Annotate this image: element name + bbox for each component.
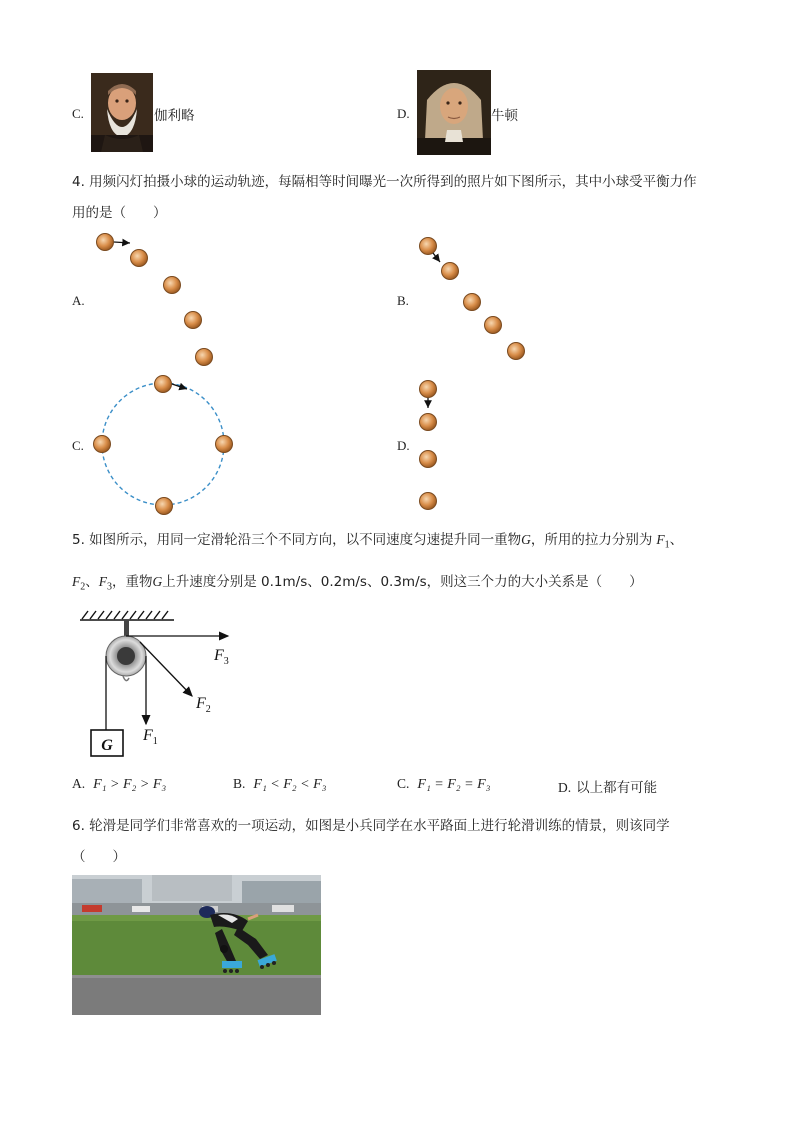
ball: [420, 493, 437, 510]
force-f2-label: $F_2$: [196, 695, 211, 715]
q3-option-d-name: 牛顿: [491, 108, 518, 124]
force-f2-arrow: [140, 642, 192, 696]
ball: [185, 312, 202, 329]
ball: [508, 343, 525, 360]
ball: [155, 376, 172, 393]
q5-option-d: D. 以上都有可能: [558, 780, 658, 796]
ball: [442, 263, 459, 280]
q4-option-a-diagram: [90, 228, 230, 373]
ball: [196, 349, 213, 366]
weight-g-label: G: [101, 737, 113, 754]
q4-option-d-diagram: [412, 375, 446, 515]
q5-option-c: C. F₁ = F₂ = F₃: [397, 776, 491, 792]
ball: [131, 250, 148, 267]
ball: [420, 238, 437, 255]
ball: [156, 498, 173, 515]
question-6-text-line2: （ ）: [72, 849, 126, 865]
question-4-text-line2: 用的是（ ）: [72, 205, 167, 221]
ball: [164, 277, 181, 294]
question-5-text-line2: $F_2$、$F_3$，重物G上升速度分别是 0.1m/s、0.2m/s、0.3m/s，则这三个力的大小关系是（ ）: [72, 574, 643, 593]
q5-option-a: A. F₁ > F₂ > F₃: [72, 776, 167, 792]
q4-option-b-diagram: [410, 230, 540, 370]
ball: [97, 234, 114, 251]
circular-path: [102, 383, 224, 505]
question-5-text-line1: 5. 如图所示，用同一定滑轮沿三个不同方向，以不同速度匀速提升同一重物G，所用的拉力分别为 $F_1$、: [72, 532, 684, 551]
question-6-text-line1: 6. 轮滑是同学们非常喜欢的一项运动，如图是小兵同学在水平路面上进行轮滑训练的情景，则该同学: [72, 818, 670, 834]
q4-option-b-label: B.: [397, 293, 409, 308]
q4-option-a-label: A.: [72, 293, 85, 308]
ball: [420, 381, 437, 398]
q5-option-b: B. F₁ < F₂ < F₃: [233, 776, 327, 792]
roller-skating-photo: [72, 875, 321, 1015]
q4-option-d-label: D.: [397, 438, 410, 453]
q4-option-c-diagram: [88, 372, 240, 517]
ball: [216, 436, 233, 453]
galileo-portrait: [91, 73, 153, 152]
ball: [420, 414, 437, 431]
force-f3-label: $F_3$: [214, 647, 229, 667]
ceiling: [80, 611, 174, 620]
ball: [485, 317, 502, 334]
ball: [420, 451, 437, 468]
q4-option-c-label: C.: [72, 438, 84, 453]
question-4-text-line1: 4. 用频闪灯拍摄小球的运动轨迹，每隔相等时间曝光一次所得到的照片如下图所示，其中小球受平衡力作: [72, 174, 697, 190]
q3-option-c-name: 伽利略: [154, 108, 195, 124]
q3-option-c-label: C.: [72, 106, 84, 121]
pulley-hub: [117, 647, 135, 665]
ball: [464, 294, 481, 311]
ball: [94, 436, 111, 453]
q5-pulley-diagram: [74, 606, 244, 764]
newton-portrait: [417, 70, 491, 155]
q3-option-d-label: D.: [397, 106, 410, 121]
force-f1-label: $F_1$: [143, 727, 158, 747]
